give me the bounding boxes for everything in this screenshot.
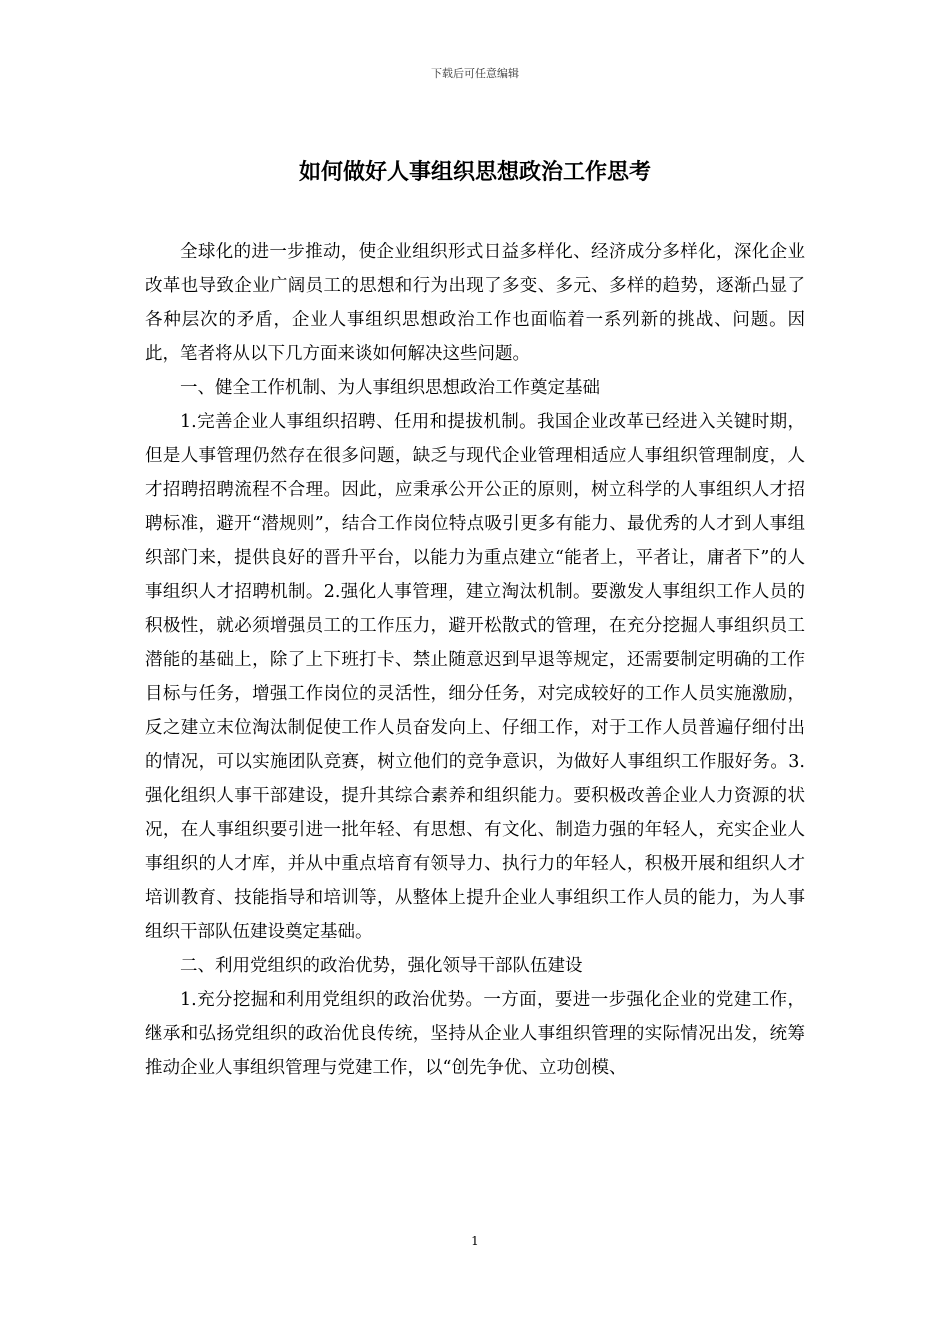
- section-heading-1: 一、健全工作机制、为人事组织思想政治工作奠定基础: [180, 378, 600, 398]
- section-2-paragraph: 1.充分挖掘和利用党组织的政治优势。一方面，要进一步强化企业的党建工作，继承和弘扬党组织的政治优良传统，坚持从企业人事组织管理的实际情况出发，统筹推动企业人事组织管理与党建工作，以“创先争优、立功创模、: [145, 990, 805, 1078]
- intro-paragraph: 全球化的进一步推动，使企业组织形式日益多样化、经济成分多样化，深化企业改革也导致企业广阔员工的思想和行为出现了多变、多元、多样的趋势，逐渐凸显了各种层次的矛盾，企业人事组织思想政治工作也面临着一系列新的挑战、问题。因此，笔者将从以下几方面来谈如何解决这些问题。: [145, 242, 805, 364]
- document-body: [145, 235, 805, 1085]
- header-note: 下载后可任意编辑: [431, 67, 519, 80]
- document-title: 如何做好人事组织思想政治工作思考: [298, 159, 651, 185]
- page-number: 1: [471, 1234, 479, 1248]
- section-1-paragraph: 1.完善企业人事组织招聘、任用和提拔机制。我国企业改革已经进入关键时期，但是人事管理仍然存在很多问题，缺乏与现代企业管理相适应人事组织管理制度，人才招聘招聘流程不合理。因此，应秉承公开公正的原则，树立科学的人事组织人才招聘标准，避开“潜规则”，结合工作岗位特点吸引更多有能力、最优秀的人才到人事组织部门来，提供良好的晋升平台，以能力为重点建立“能者上，平者让，庸者下”的人事组织人才招聘机制。2.强化人事管理，建立淘汰机制。要激发人事组织工作人员的积极性，就必须增强员工的工作压力，避开松散式的管理，在充分挖掘人事组织员工潜能的基础上，除了上下班打卡、禁止随意迟到早退等规定，还需要制定明确的工作目标与任务，增强工作岗位的灵活性，细分任务，对完成较好的工作人员实施激励，反之建立末位淘汰制促使工作人员奋发向上、仔细工作，对于工作人员普遍仔细付出的情况，可以实施团队竞赛，树立他们的竞争意识，为做好人事组织工作服好务。3.强化组织人事干部建设，提升其综合素养和组织能力。要积极改善企业人力资源的状况，在人事组织要引进一批年轻、有思想、有文化、制造力强的年轻人，充实企业人事组织的人才库，并从中重点培育有领导力、执行力的年轻人，积极开展和组织人才培训教育、技能指导和培训等，从整体上提升企业人事组织工作人员的能力，为人事组织干部队伍建设奠定基础。: [145, 412, 805, 942]
- section-heading-2: 二、利用党组织的政治优势，强化领导干部队伍建设: [180, 956, 583, 976]
